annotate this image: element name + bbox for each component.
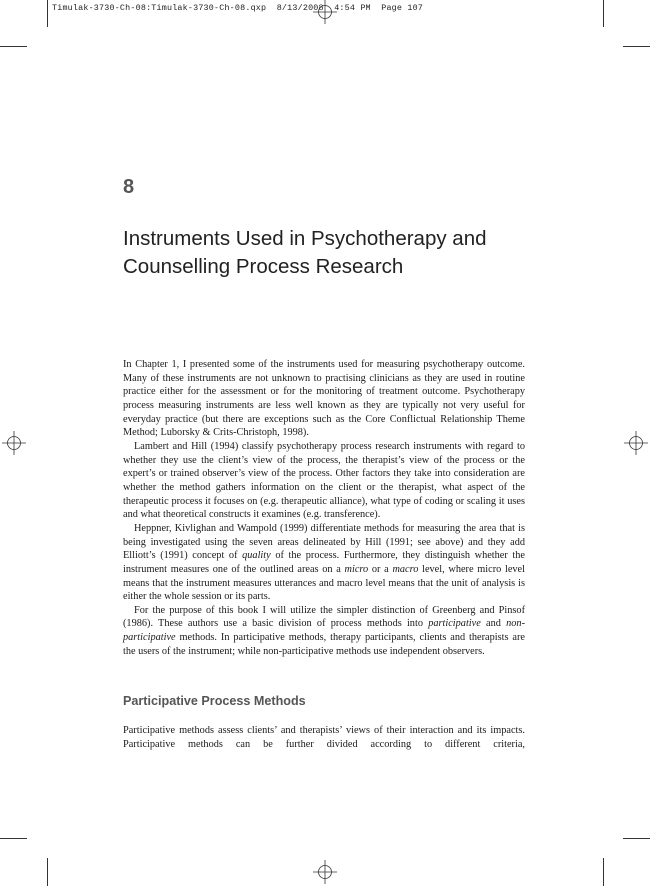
chapter-title: Instruments Used in Psychotherapy and Counselling Process Research: [123, 227, 487, 278]
section-heading: Participative Process Methods: [123, 694, 306, 708]
print-slug-line: Timulak-3730-Ch-08:Timulak-3730-Ch-08.qxp 8/13/2008 4:54 PM Page 107: [52, 3, 424, 13]
chapter-body: [123, 358, 525, 658]
crop-mark: [47, 858, 48, 886]
chapter-number: 8: [123, 176, 135, 198]
registration-mark-icon: [313, 0, 337, 24]
emphasis: participative: [428, 618, 481, 630]
crop-mark: [623, 838, 650, 839]
paragraph: For the purpose of this book I will utilize the simpler distinction of Greenberg and Pinsof (1986). These authors use a basic division of process methods into participative and non-participative methods. In participative methods, therapy participants, clients and therapists are the users of the instrument; while non-participative methods use independent observers.: [123, 604, 525, 657]
crop-mark: [0, 46, 27, 47]
emphasis: quality: [242, 550, 271, 562]
emphasis: micro: [344, 563, 369, 575]
crop-mark: [603, 858, 604, 886]
emphasis: non-participative: [123, 618, 525, 644]
section-body: [123, 724, 525, 751]
crop-mark: [623, 46, 650, 47]
registration-mark-icon: [313, 860, 337, 884]
paragraph: Participative methods assess clients’ and therapists’ views of their interaction and its impacts. Participative methods can be further divided according to different criteria,: [123, 725, 525, 750]
paragraph: Heppner, Kivlighan and Wampold (1999) differentiate methods for measuring the area that is being investigated using the seven areas delineated by Hill (1991; see above) and they add Elliott’s (1991) concept of quality of the process. Furthermore, they distinguish whether the instrument measures one of the outlined areas on a micro or a macro level, where micro level means that the instrument measures utterances and macro level means that the unit of analysis is either the whole session or its parts.: [123, 522, 525, 603]
crop-mark: [603, 0, 604, 27]
paragraph: Lambert and Hill (1994) classify psychotherapy process research instruments with regard to whether they use the client’s view of the process, the therapist’s view of the process or the expert’s or trained observer’s view of the process. Other factors they take into consideration are whether the method gathers information on the client or the therapist, what aspect of the therapeutic process it focuses on (e.g. therapeutic alliance), what type of coding or scaling it uses and what theoretical constructs it examines (e.g. transference).: [123, 440, 525, 521]
crop-mark: [47, 0, 48, 27]
crop-mark: [0, 838, 27, 839]
registration-mark-icon: [2, 431, 26, 455]
paragraph: In Chapter 1, I presented some of the instruments used for measuring psychotherapy outcome. Many of these instruments are not unknown to practising clinicians as they are used in routine practice either for the assessment or for the monitoring of treatment outcome. Psychotherapy process measuring instruments are less well known as they are typically not very useful for everyday practice (but there are exceptions such as the Core Conflictual Relationship Theme Method; Luborsky & Crits-Christoph, 1998).: [123, 359, 525, 439]
registration-mark-icon: [624, 431, 648, 455]
emphasis: macro: [392, 563, 419, 575]
